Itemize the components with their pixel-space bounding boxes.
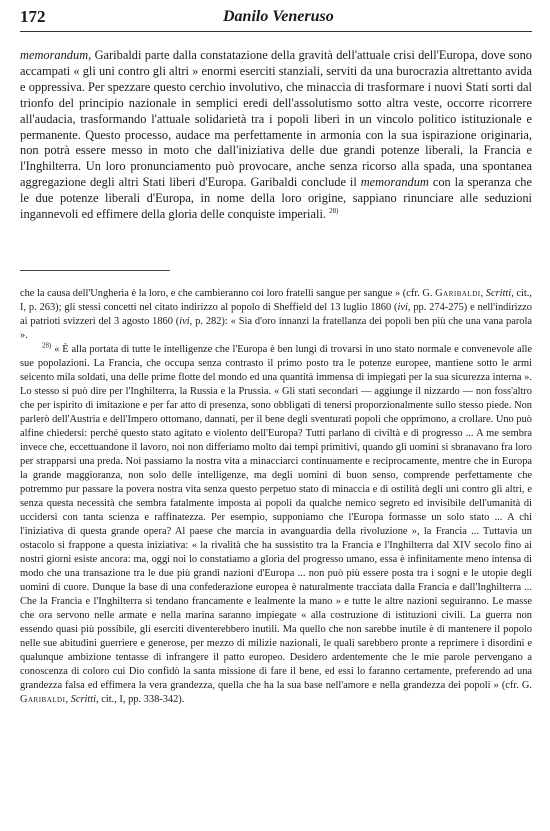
footnote-text: , [65,694,71,705]
footnote-text: « È alla portata di tutte le intelligenze che l'Europa è ben lungi di trovarsi in uno stato normale e convenevole alle sue popolazioni. La Francia, che occupa senza contrasto il primo posto tra le potenze europee, mantiene sotto le armi seicento mila soldati, una delle prime flotte del mondo ed una quantità immensa di impiegati per la sua sicurezza interna ». Lo stesso si può dire per l'Inghilterra, la Russia e la Prussia. « Gli stati secondari — aggiunge il nizzardo — non foss'altro che per ispirito di imitazione e per far atto di presenza, sono obbligati di tenersi proporzionalmente sullo stesso piede. Non parlerò dell'Austria e dell'Impero ottomano, dannati, per il bene degli sventurati popoli che opprimono, a crollare. Uno può alfine chiedersi: perché questo stato agitato e violento dell'Europa? Tutti parlano di civiltà e di progresso ... A me sembra invece che, eccettuandone il lavoro, noi non differiamo molto dai tempi primitivi, quando gli uomini si sbranavano fra loro per strapparsi una preda. Noi passiamo la nostra vita a minacciarci continuamente e reciprocamente, mentre che in Europa la grande maggioranza, non solo delle intelligenze, ma degli uomini di buon senso, comprende perfettamente che potremmo pur passare la povera nostra vita senza questo perpetuo stato di minaccia e di ostilità degli uni contro gli altri, e senza questa necessità che sembra fatalmente imposta ai popoli da qualche nemico segreto ed invisibile dell'umanità di uccidersi con tanta scienza e raffinatezza. Per esempio, supponiamo che l'Europa formasse un solo stato ... A chi l'iniziativa di questa grande opera? Al paese che marcia in avanguardia della rivoluzione », la Francia ... Tuttavia un ostacolo si frappone a questa iniziativa: « la rivalità che ha sussistito tra la Francia e l'Inghilterra dal XIV secolo fino ai nostri giorni esiste ancora: ma, oggi noi lo constatiamo a gloria del progresso umano, essa è infinitamente meno intensa di modo che una transazione tra le due più grandi nazioni d'Europa ... non può più essere posta tra i sogni e le utopie degli uomini di cuore. Dunque la base di una confederazione europea è naturalmente tracciata dalla Francia e dall'Inghilterra ... Che la Francia e l'Inghilterra si tendano francamente e lealmente la mano » e tutte le altre nazioni seguiranno. Le masse che ora servono nelle armate e nella marina saranno impiegate « alla costruzione di istituzioni civili. La guerra non essendo quasi più possibile, gli eserciti diventerebbero inutili. Ma quello che non sarebbe inutile è di mantenere il popolo nelle sue abitudini guerriere e generose, per mezzo di milizie nazionali, le quali sarebbero pronte a reprimere i disordini e qualunque ambizione tentasse di infrangere il patto europeo. Desidero ardentemente che le mie parole pervengano a conoscenza di coloro cui Dio confidò la santa missione di fare il bene, ed essi lo faranno certamente, preferendo ad una grandezza falsa ed effimera la vera grandezza, quella che ha la sua base nell'amore e nella grandezza dei popoli » (cfr. G. [20,344,532,691]
footnote-text: , [480,288,486,299]
footnote-text: , cit., I, p. 263); gli stessi concetti nel citato indirizzo al popolo di Sheffield del 13 luglio 1860 ( [20,288,532,313]
running-head: Danilo Veneruso [223,8,334,25]
footnotes [20,287,532,707]
main-text-segment: con la speranza che le due potenze liberali d'Europa, in nome della loro origine, sappiano rinunciare alle seduzioni ingannevoli ed effimere della gloria delle conquiste imperiali. [20,175,532,222]
page-header [20,7,532,31]
footnote-text: che la causa dell'Ungheria è la loro, e che cambieranno coi loro fratelli sangue per sangue » (cfr. G. [20,288,436,299]
main-text-segment: , Garibaldi parte dalla constatazione della gravità dell'attuale crisi dell'Europa, dove sono accampati « gli uni contro gli altri » enormi eserciti stanziali, serviti da una burocrazia altrettanto avida e oppressiva. Per spezzare questo cerchio involutivo, che minaccia di trasformare i nuovi Stati sorti dal trionfo del principio nazionale in semplici eredi dell'assolutismo sotto altra veste, occorre ricorrere all'audacia, trasformando l'attuale solidarietà tra i popoli liberi in un vincolo politico istituzionale e permanente. Questo processo, audace ma perfettamente in armonia con la sua ispirazione originaria, non potrà essere messo in moto che dall'iniziativa delle due grandi potenze liberali, la Francia e l'Inghilterra. Un loro pronunciamento può provocare, anche senza ricorso alla spada, una spontanea aggregazione degli altri Stati liberi d'Europa. Garibaldi conclude il [20,48,532,190]
header-rule [20,31,532,32]
main-text [20,48,532,223]
main-italic-term: memorandum [20,48,89,62]
footnote-28 [20,343,532,707]
cited-author: Garibaldi [435,288,481,299]
cited-author: Garibaldi [20,694,66,705]
footnote-label: 28) [42,341,52,350]
footnote-separator [20,270,170,271]
cited-title: Scritti [70,694,97,705]
footnote-continuation [20,287,532,343]
page-number: 172 [20,7,46,26]
main-italic-term: memorandum [360,175,429,190]
footnote-text: , cit., I, pp. 338-342). [96,694,185,705]
ivi-abbrev: ivi [179,316,190,327]
footnote-text: , pp. 274-275) e nell'indirizzo ai patrioti svizzeri del 3 agosto 1860 ( [20,302,532,327]
main-paragraph [20,48,532,223]
cited-title: Scritti [485,288,512,299]
footnote-text: , p. 282): « Sia d'oro innanzi la fratellanza dei popoli ben più che una vana parola ». [20,316,532,341]
footnote-ref-28: 28) [329,206,339,215]
ivi-abbrev: ivi [397,302,408,313]
